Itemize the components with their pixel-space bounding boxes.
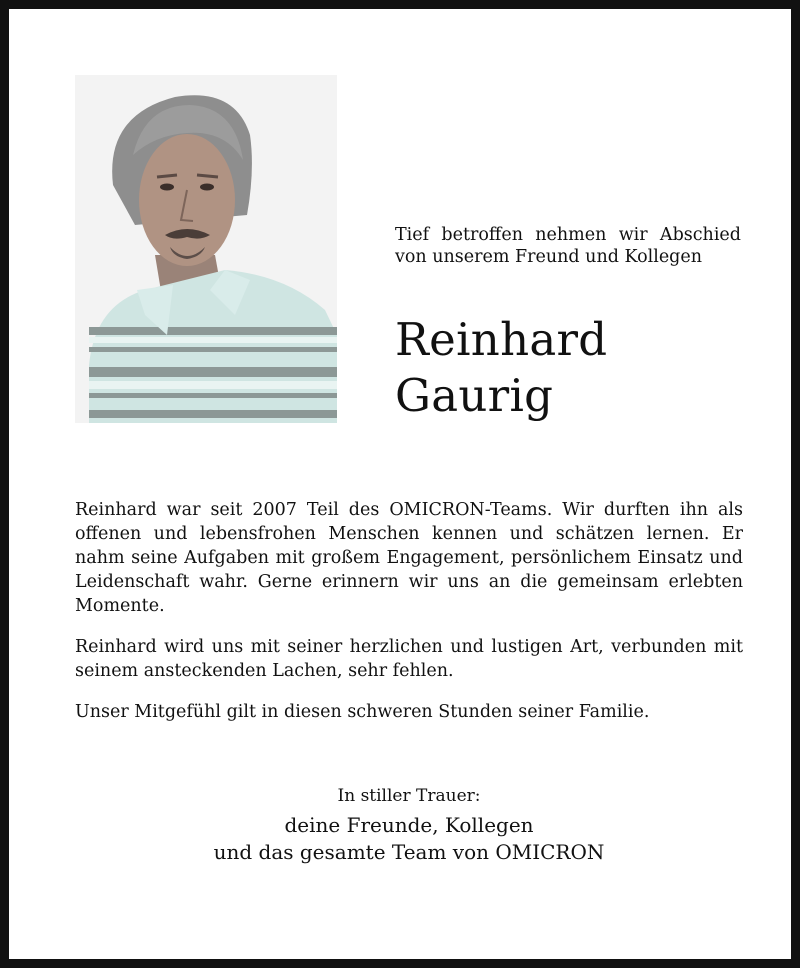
body-paragraph: Unser Mitgefühl gilt in diesen schweren Stunden seiner Familie. (75, 702, 650, 722)
portrait-photo-man-icon (75, 75, 337, 423)
body-paragraph: Reinhard wird uns mit seiner herzlichen und lustigen Art, verbunden mit seinem ansteckenden Lachen, sehr fehlen. (75, 637, 743, 681)
intro-line: von unserem Freund und Kollegen (395, 247, 703, 267)
last-name: Gaurig (395, 369, 554, 422)
obituary-body (75, 498, 743, 724)
first-name: Reinhard (395, 313, 608, 366)
mourning-heading: In stiller Trauer: (337, 786, 481, 806)
deceased-name (395, 312, 607, 424)
intro-text (395, 224, 741, 268)
intro-line: Tief betroffen nehmen wir Abschied (395, 225, 741, 245)
signoff (9, 812, 800, 866)
signoff-line: und das gesamte Team von OMICRON (213, 840, 605, 864)
portrait-photo (75, 75, 337, 423)
signoff-line: deine Freunde, Kollegen (284, 813, 534, 837)
body-paragraph: Reinhard war seit 2007 Teil des OMICRON-Teams. Wir durften ihn als offenen und lebensfrohen Menschen kennen und schätzen lernen. Er nahm seine Aufgaben mit großem Engagement, persönlichem Einsatz und Leidenschaft wahr. Gerne erinnern wir uns an die gemeinsam erlebten Momente. (75, 500, 743, 616)
